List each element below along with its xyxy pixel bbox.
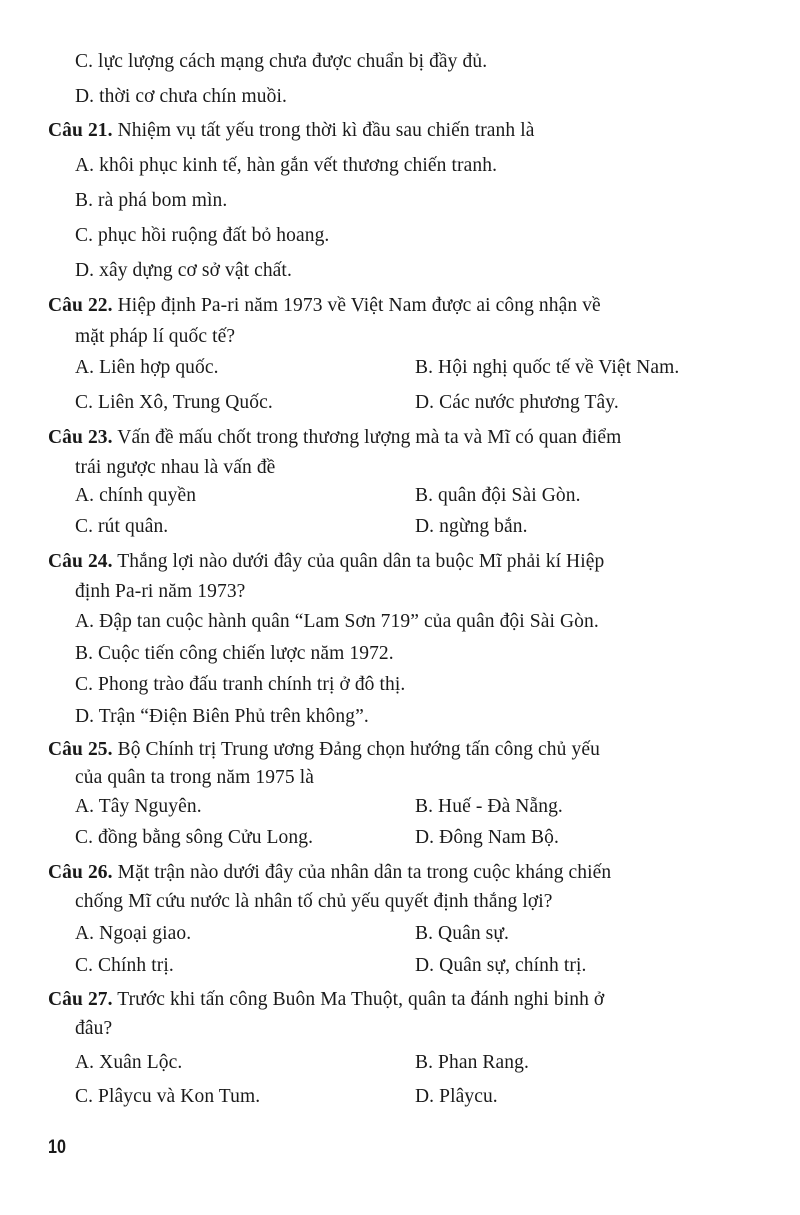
question-text-continued: đâu? [75,1018,113,1039]
q23-option-a: A. chính quyền [75,485,197,506]
q24-option-b: B. Cuộc tiến công chiến lược năm 1972. [75,643,394,664]
q23-option-b: B. quân đội Sài Gòn. [415,485,581,506]
question-text: Mặt trận nào dưới đây của nhân dân ta trong cuộc kháng chiến [117,862,612,883]
q21-option-d: D. xây dựng cơ sở vật chất. [75,260,292,281]
q27-option-c: C. Plâycu và Kon Tum. [75,1086,261,1107]
q27-option-a: A. Xuân Lộc. [75,1052,183,1073]
q24-option-d: D. Trận “Điện Biên Phủ trên không”. [75,706,369,727]
question-number: Câu 25. [48,739,113,760]
q21-option-a: A. khôi phục kinh tế, hàn gắn vết thương chiến tranh. [75,155,498,176]
question-24 [48,550,604,574]
q26-option-a: A. Ngoại giao. [75,923,192,944]
q26-option-c: C. Chính trị. [75,955,174,976]
carryover-option-c: C. lực lượng cách mạng chưa được chuẩn bị đầy đủ. [75,51,488,72]
q27-option-d: D. Plâycu. [415,1086,498,1107]
question-number: Câu 21. [48,120,113,141]
q25-option-a: A. Tây Nguyên. [75,796,202,817]
question-text-continued: mặt pháp lí quốc tế? [75,326,236,347]
q21-option-c: C. phục hồi ruộng đất bỏ hoang. [75,225,330,246]
question-text: Vấn đề mấu chốt trong thương lượng mà ta và Mĩ có quan điểm [117,427,622,448]
question-text-continued: định Pa-ri năm 1973? [75,581,246,602]
question-22 [48,294,601,318]
question-text: Trước khi tấn công Buôn Ma Thuột, quân ta đánh nghi binh ở [117,989,605,1010]
question-text-continued: trái ngược nhau là vấn đề [75,457,276,478]
q23-option-c: C. rút quân. [75,516,169,537]
question-text: Thắng lợi nào dưới đây của quân dân ta buộc Mĩ phải kí Hiệp [117,551,605,572]
question-number: Câu 22. [48,295,113,316]
q25-option-b: B. Huế - Đà Nẵng. [415,796,563,817]
q26-option-d: D. Quân sự, chính trị. [415,955,587,976]
question-text: Bộ Chính trị Trung ương Đảng chọn hướng tấn công chủ yếu [117,739,600,760]
question-25 [48,738,600,762]
question-text: Nhiệm vụ tất yếu trong thời kì đầu sau chiến tranh là [117,120,535,141]
carryover-option-d: D. thời cơ chưa chín muồi. [75,86,287,107]
q22-option-c: C. Liên Xô, Trung Quốc. [75,392,273,413]
q25-option-c: C. đồng bằng sông Cửu Long. [75,827,314,848]
q22-option-a: A. Liên hợp quốc. [75,357,219,378]
q22-option-b: B. Hội nghị quốc tế về Việt Nam. [415,357,680,378]
question-21 [48,119,535,143]
question-text: Hiệp định Pa-ri năm 1973 về Việt Nam được ai công nhận về [117,295,601,316]
question-number: Câu 24. [48,551,113,572]
q24-option-a: A. Đập tan cuộc hành quân “Lam Sơn 719” của quân đội Sài Gòn. [75,611,599,632]
q26-option-b: B. Quân sự. [415,923,510,944]
q22-option-d: D. Các nước phương Tây. [415,392,619,413]
question-number: Câu 27. [48,989,113,1010]
question-number: Câu 23. [48,427,113,448]
question-23 [48,426,621,450]
q21-option-b: B. rà phá bom mìn. [75,190,228,211]
q23-option-d: D. ngừng bắn. [415,516,528,537]
question-number: Câu 26. [48,862,113,883]
question-text-continued: chống Mĩ cứu nước là nhân tố chủ yếu quyết định thắng lợi? [75,891,553,912]
question-26 [48,861,611,885]
q25-option-d: D. Đông Nam Bộ. [415,827,559,848]
q27-option-b: B. Phan Rang. [415,1052,529,1073]
page-number: 10 [48,1137,66,1158]
question-27 [48,988,604,1012]
question-text-continued: của quân ta trong năm 1975 là [75,767,314,788]
q24-option-c: C. Phong trào đấu tranh chính trị ở đô thị. [75,674,406,695]
